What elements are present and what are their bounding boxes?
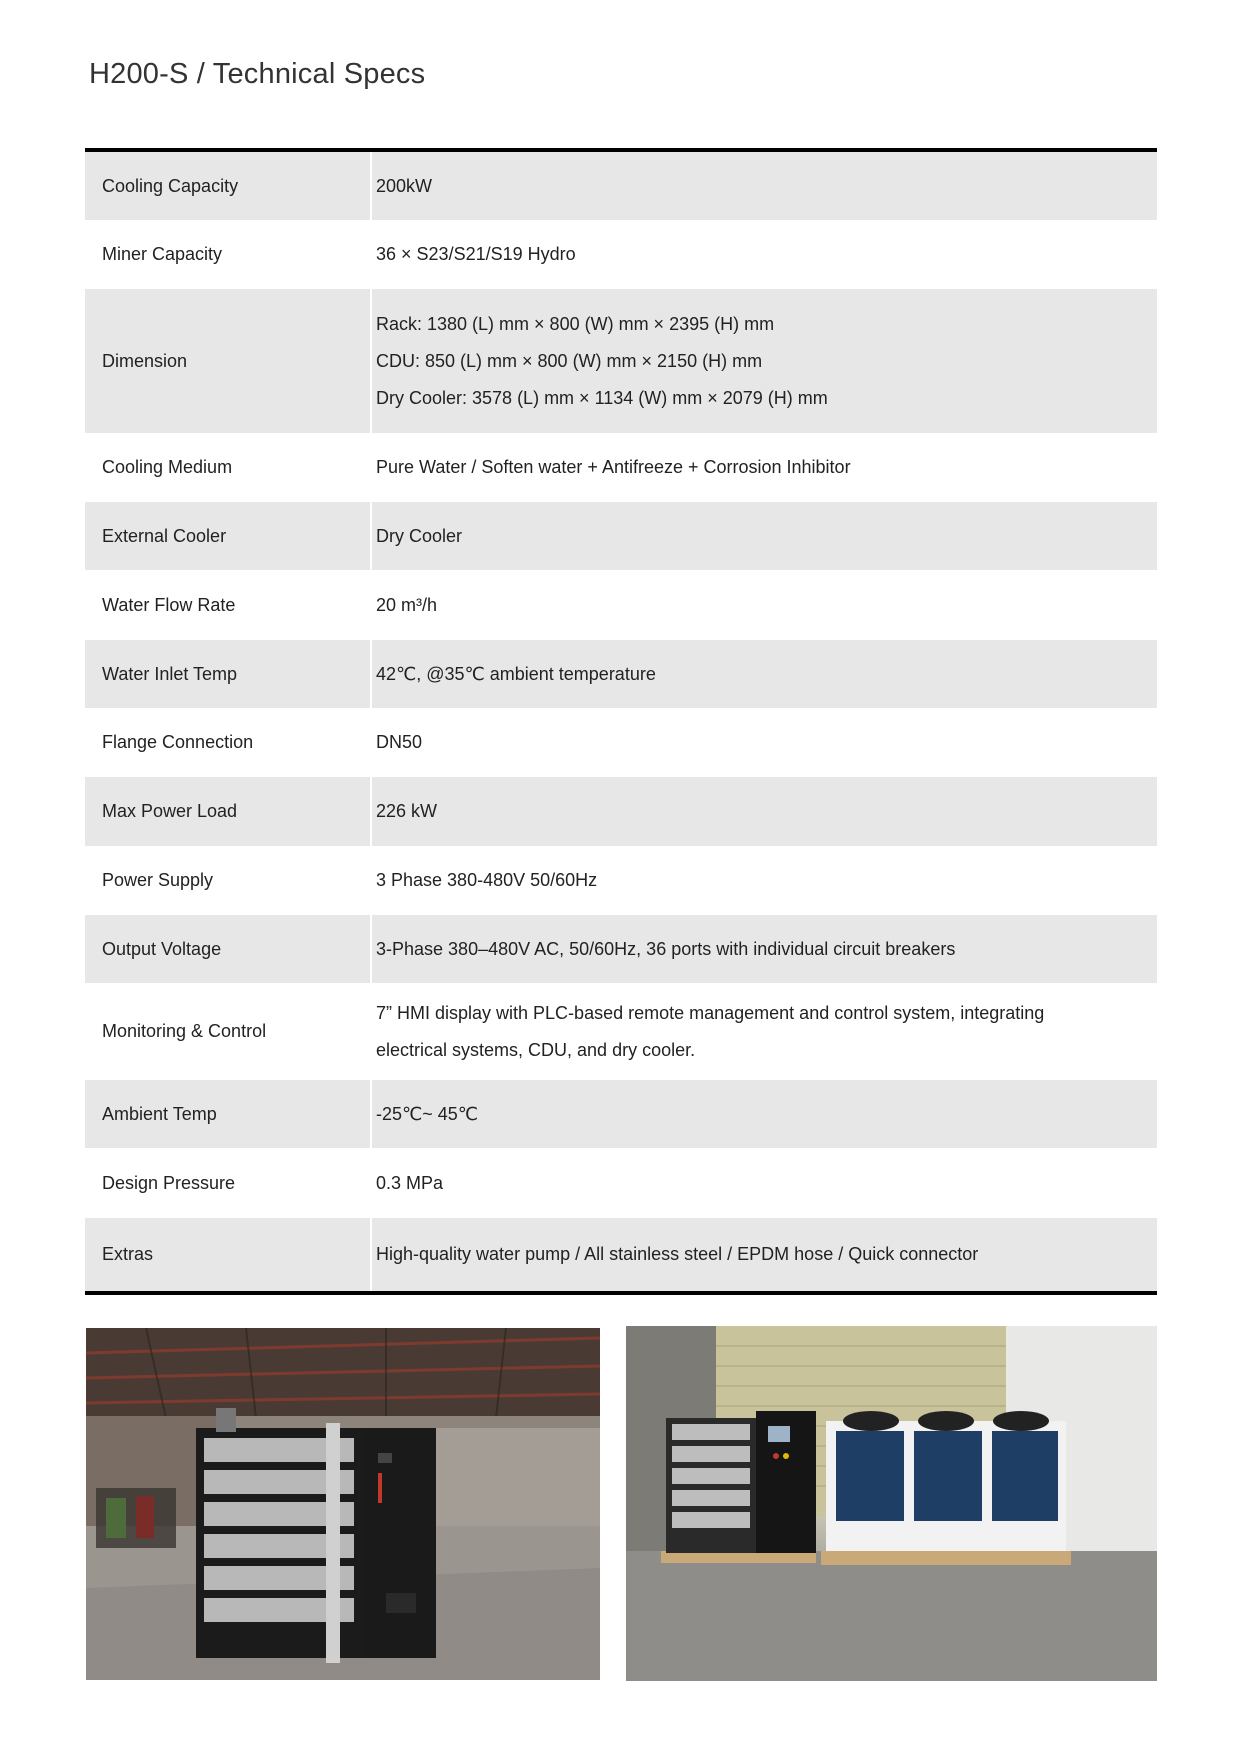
spec-label: Cooling Medium xyxy=(102,457,233,477)
product-photo-outdoor xyxy=(626,1326,1157,1681)
spec-value: Dry Cooler xyxy=(376,525,463,546)
spec-row-max-power-load xyxy=(85,777,1157,846)
rack-illustration xyxy=(86,1328,600,1680)
product-photo-warehouse xyxy=(86,1328,600,1680)
spec-row-ambient-temp xyxy=(85,1080,1157,1148)
spec-row-water-flow-rate xyxy=(85,570,1157,640)
spec-label: Dimension xyxy=(85,289,372,433)
spec-value: 3-Phase 380–480V AC, 50/60Hz, 36 ports with individual circuit breakers xyxy=(376,938,956,959)
spec-value: 226 kW xyxy=(376,801,438,821)
spec-row-output-voltage xyxy=(85,915,1157,983)
spec-label: Extras xyxy=(85,1218,372,1291)
spec-value: -25℃~ 45℃ xyxy=(376,1103,478,1124)
spec-table xyxy=(85,148,1157,1295)
spec-value: Rack: 1380 (L) mm × 800 (W) mm × 2395 (H) mm CDU: 850 (L) mm × 800 (W) mm × 2150 (H) mm Dry Cooler: 3578 (L) mm × 1134 (W) mm × 2079 (H) mm xyxy=(376,313,828,408)
spec-row-dimension xyxy=(85,289,1157,433)
spec-value: Pure Water / Soften water + Antifreeze + Corrosion Inhibitor xyxy=(376,457,851,477)
spec-value: 0.3 MPa xyxy=(376,1172,444,1193)
spec-label: Water Flow Rate xyxy=(102,594,236,615)
spec-value: 7” HMI display with PLC-based remote management and control system, integrating electrical systems, CDU, and dry cooler. xyxy=(376,1002,1045,1060)
spec-label: Ambient Temp xyxy=(85,1080,372,1148)
spec-label: Miner Capacity xyxy=(102,244,223,264)
spec-value: 20 m³/h xyxy=(376,594,438,615)
spec-value: DN50 xyxy=(376,732,423,752)
spec-label: Cooling Capacity xyxy=(85,152,372,220)
spec-row-external-cooler xyxy=(85,502,1157,570)
spec-row-extras xyxy=(85,1218,1157,1291)
spec-row-miner-capacity xyxy=(85,220,1157,289)
page-title: H200-S / Technical Specs xyxy=(89,58,426,90)
spec-value: 42℃, @35℃ ambient temperature xyxy=(376,663,656,684)
spec-row-monitoring-control xyxy=(85,983,1157,1080)
spec-label: Power Supply xyxy=(102,870,214,890)
spec-row-flange-connection xyxy=(85,708,1157,777)
spec-label: Water Inlet Temp xyxy=(85,640,372,708)
spec-row-cooling-medium xyxy=(85,433,1157,502)
spec-label: Max Power Load xyxy=(85,777,372,846)
spec-value: 36 × S23/S21/S19 Hydro xyxy=(376,244,576,264)
spec-label: Design Pressure xyxy=(102,1172,236,1193)
spec-row-cooling-capacity xyxy=(85,152,1157,220)
spec-value: 3 Phase 380-480V 50/60Hz xyxy=(376,870,598,890)
spec-label: Output Voltage xyxy=(85,915,372,983)
spec-value: High-quality water pump / All stainless steel / EPDM hose / Quick connector xyxy=(376,1244,979,1264)
spec-label: External Cooler xyxy=(85,502,372,570)
spec-row-water-inlet-temp xyxy=(85,640,1157,708)
spec-value: 200kW xyxy=(376,175,433,196)
system-illustration xyxy=(626,1326,1157,1681)
spec-row-power-supply xyxy=(85,846,1157,915)
spec-label: Flange Connection xyxy=(102,732,254,752)
spec-label: Monitoring & Control xyxy=(102,1021,267,1041)
spec-row-design-pressure xyxy=(85,1148,1157,1218)
